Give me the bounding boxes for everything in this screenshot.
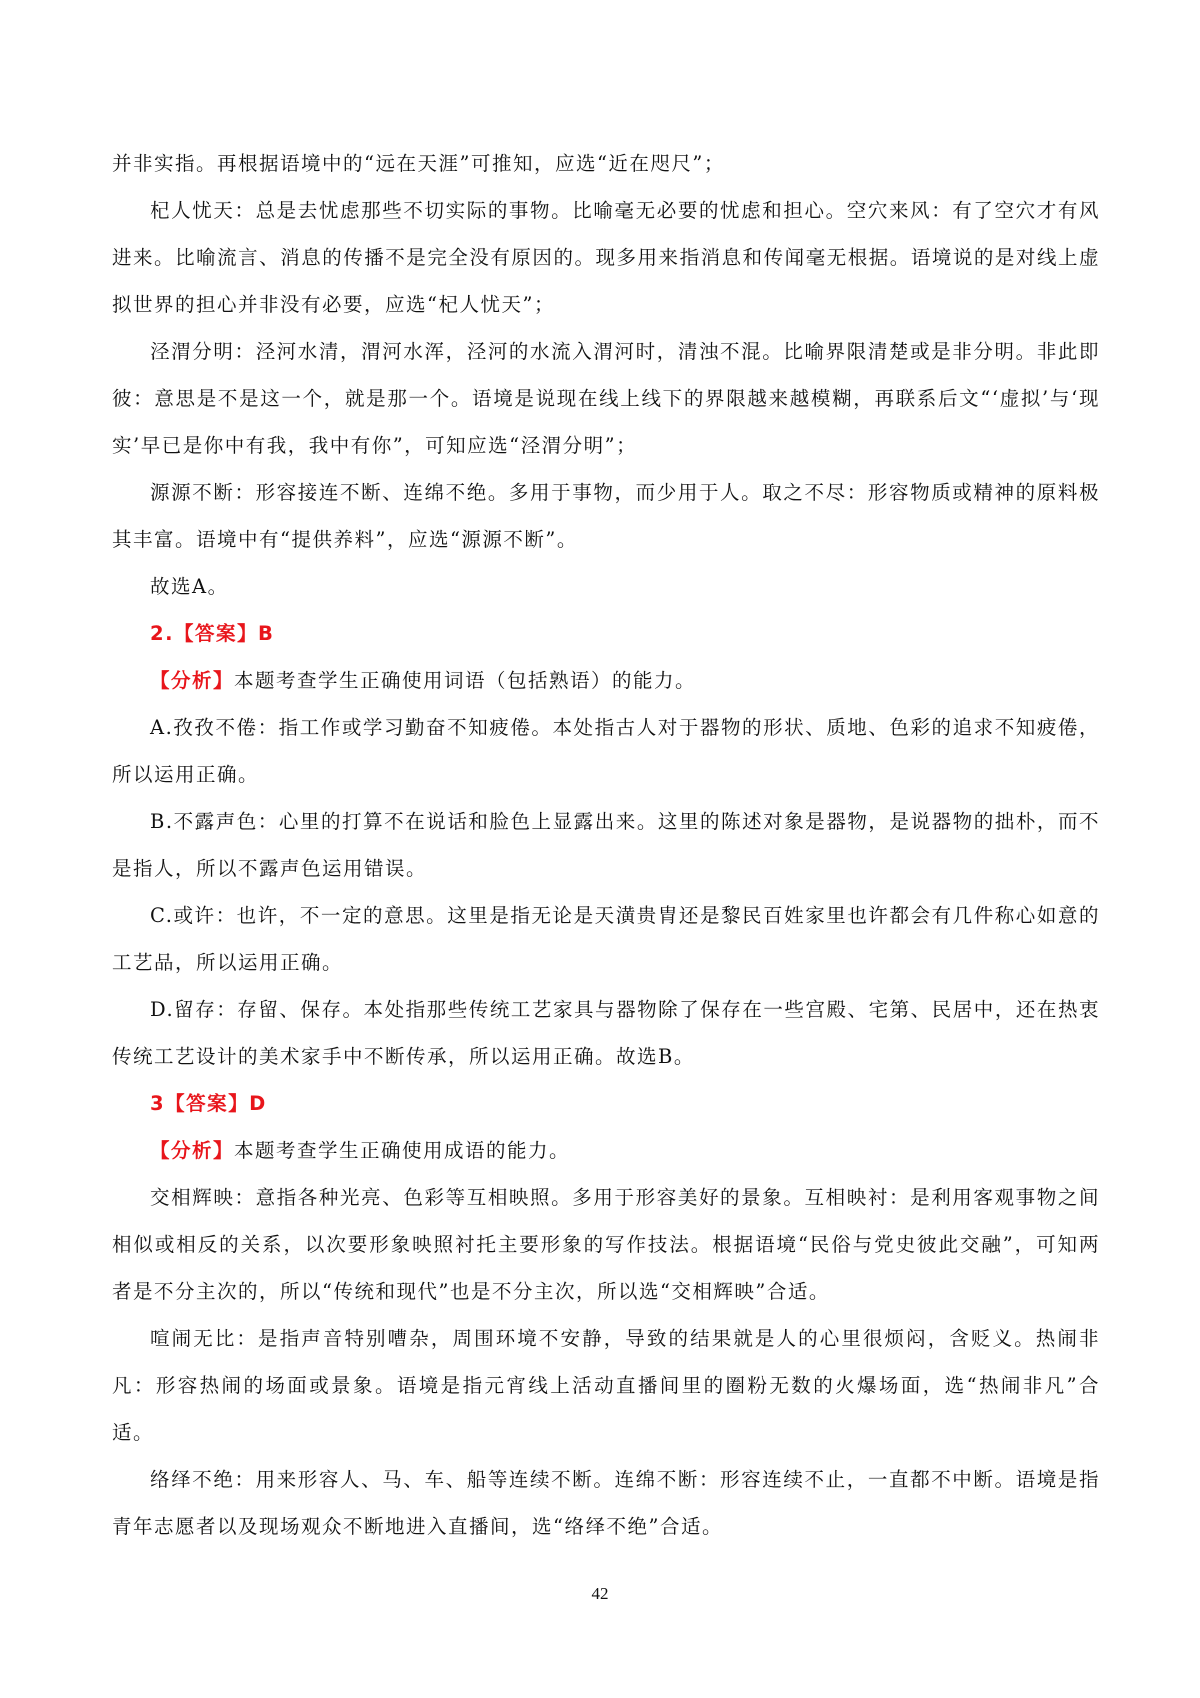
- answer-heading-3: [112, 1080, 1100, 1127]
- paragraph: 杞人忧天：总是去忧虑那些不切实际的事物。比喻毫无必要的忧虑和担心。空穴来风：有了空穴才有风进来。比喻流言、消息的传播不是完全没有原因的。现多用来指消息和传闻毫无根据。语境说的是对线上虚拟世界的担心并非没有必要，应选“杞人忧天”；: [112, 199, 1100, 316]
- answer-heading-2: [112, 610, 1100, 657]
- paragraph: 泾渭分明：泾河水清，渭河水浑，泾河的水流入渭河时，清浊不混。比喻界限清楚或是非分明。非此即彼：意思是不是这一个，就是那一个。语境是说现在线上线下的界限越来越模糊，再联系后文“‘虚拟’与‘现实’早已是你中有我，我中有你”，可知应选“泾渭分明”；: [112, 340, 1100, 457]
- answer-value: B: [257, 622, 275, 645]
- document-body: [112, 140, 1100, 1550]
- paragraph: 交相辉映：意指各种光亮、色彩等互相映照。多用于形容美好的景象。互相映衬：是利用客观事物之间相似或相反的关系，以次要形象映照衬托主要形象的写作技法。根据语境“民俗与党史彼此交融”，可知两者是不分主次的，所以“传统和现代”也是不分主次，所以选“交相辉映”合适。: [112, 1186, 1100, 1303]
- page-number: 42: [591, 1584, 609, 1603]
- option-a: A.孜孜不倦：指工作或学习勤奋不知疲倦。本处指古人对于器物的形状、质地、色彩的追求不知疲倦，所以运用正确。: [112, 716, 1100, 786]
- answer-value: D: [249, 1092, 267, 1115]
- analysis-line-3: [112, 1127, 1100, 1174]
- analysis-text: 本题考查学生正确使用词语（包括熟语）的能力。: [234, 669, 697, 692]
- option-d: D.留存：存留、保存。本处指那些传统工艺家具与器物除了保存在一些宫殿、宅第、民居中，还在热衷传统工艺设计的美术家手中不断传承，所以运用正确。故选B。: [112, 998, 1100, 1068]
- paragraph: 故选A。: [150, 575, 229, 598]
- analysis-line-2: [112, 657, 1100, 704]
- analysis-label: 【分析】: [150, 1139, 235, 1162]
- option-c: C.或许：也许，不一定的意思。这里是指无论是天潢贵胄还是黎民百姓家里也许都会有几件称心如意的工艺品，所以运用正确。: [112, 904, 1100, 974]
- paragraph: 喧闹无比：是指声音特别嘈杂，周围环境不安静，导致的结果就是人的心里很烦闷，含贬义。热闹非凡：形容热闹的场面或景象。语境是指元宵线上活动直播间里的圈粉无数的火爆场面，选“热闹非凡”合适。: [112, 1327, 1100, 1444]
- answer-label: 2.【答案】: [150, 622, 258, 645]
- paragraph: 络绎不绝：用来形容人、马、车、船等连续不断。连绵不断：形容连续不止，一直都不中断。语境是指青年志愿者以及现场观众不断地进入直播间，选“络绎不绝”合适。: [112, 1468, 1100, 1538]
- analysis-text: 本题考查学生正确使用成语的能力。: [234, 1139, 571, 1162]
- option-b: B.不露声色：心里的打算不在说话和脸色上显露出来。这里的陈述对象是器物，是说器物的拙朴，而不是指人，所以不露声色运用错误。: [112, 810, 1100, 880]
- answer-label: 3【答案】: [150, 1092, 250, 1115]
- analysis-label: 【分析】: [150, 669, 235, 692]
- paragraph: 并非实指。再根据语境中的“远在天涯”可推知，应选“近在咫尺”；: [112, 152, 725, 175]
- paragraph: 源源不断：形容接连不断、连绵不绝。多用于事物，而少用于人。取之不尽：形容物质或精神的原料极其丰富。语境中有“提供养料”，应选“源源不断”。: [112, 481, 1100, 551]
